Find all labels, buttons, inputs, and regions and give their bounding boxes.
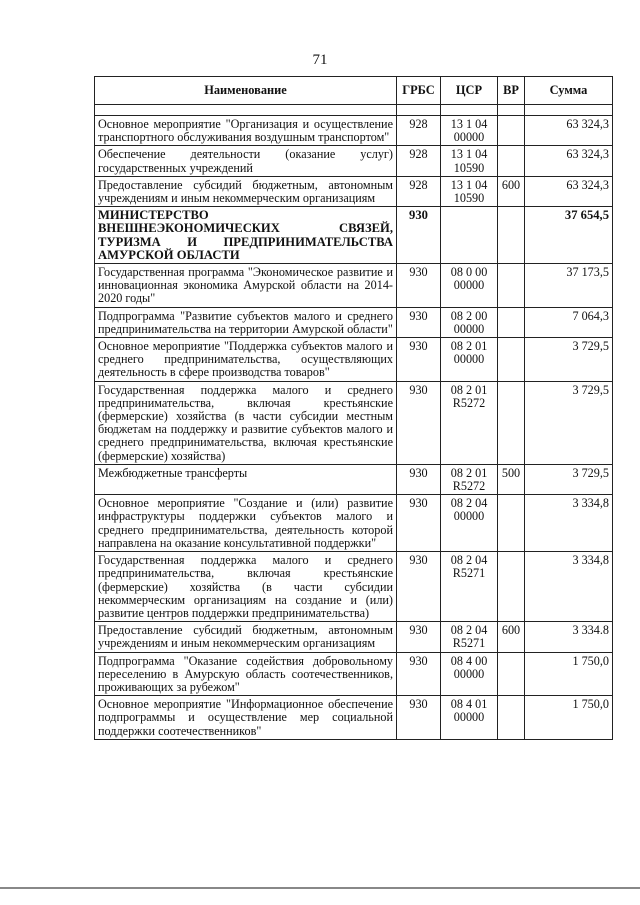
cell-grbs: 930	[397, 381, 441, 464]
spacer-cell	[441, 105, 498, 116]
cell-sum: 3 729,5	[525, 464, 613, 494]
table-row	[95, 307, 613, 337]
cell-name: Основное мероприятие "Поддержка субъектов малого и среднего предпринимательства, осуществляющих деятельность в сфере производства товаров"	[95, 338, 397, 382]
cell-grbs: 930	[397, 264, 441, 308]
cell-grbs: 930	[397, 552, 441, 622]
table-row	[95, 622, 613, 652]
table-row	[95, 176, 613, 206]
cell-vr	[498, 307, 525, 337]
header-csr: ЦСР	[441, 77, 498, 105]
cell-csr: 13 1 04 00000	[441, 116, 498, 146]
bottom-scan-edge	[0, 887, 640, 889]
cell-name: Предоставление субсидий бюджетным, автономным учреждениям и иным некоммерческим организациям	[95, 176, 397, 206]
cell-csr: 08 2 01 R5272	[441, 464, 498, 494]
cell-grbs: 928	[397, 116, 441, 146]
cell-sum: 63 324,3	[525, 176, 613, 206]
cell-sum: 37 654,5	[525, 207, 613, 264]
cell-sum: 63 324,3	[525, 116, 613, 146]
cell-vr	[498, 696, 525, 740]
cell-csr: 13 1 04 10590	[441, 146, 498, 176]
table-row	[95, 696, 613, 740]
table-row	[95, 338, 613, 382]
cell-csr: 08 2 00 00000	[441, 307, 498, 337]
cell-name: Основное мероприятие "Создание и (или) развитие инфраструктуры поддержки субъектов малого и среднего предпринимательства, деятельность которой направлена на оказание консультативной поддержки"	[95, 495, 397, 552]
table-row	[95, 495, 613, 552]
spacer-cell	[397, 105, 441, 116]
cell-csr: 08 2 01 00000	[441, 338, 498, 382]
cell-name: Межбюджетные трансферты	[95, 464, 397, 494]
cell-vr: 600	[498, 622, 525, 652]
cell-csr: 13 1 04 10590	[441, 176, 498, 206]
cell-vr	[498, 207, 525, 264]
cell-name: Подпрограмма "Оказание содействия добровольному переселению в Амурскую область соотечественников, проживающих за рубежом"	[95, 652, 397, 696]
header-row	[95, 77, 613, 105]
cell-vr: 500	[498, 464, 525, 494]
cell-name: Обеспечение деятельности (оказание услуг) государственных учреждений	[95, 146, 397, 176]
cell-name: Основное мероприятие "Организация и осуществление транспортного обслуживания воздушным транспортом"	[95, 116, 397, 146]
cell-csr: 08 0 00 00000	[441, 264, 498, 308]
cell-grbs: 930	[397, 464, 441, 494]
cell-name: Государственная поддержка малого и среднего предпринимательства, включая крестьянские (фермерские) хозяйства (в части субсидии местным бюджетам на поддержку и развитие субъектов малого и среднего предпринимательства, включая крестьянские (фермерские) хозяйства)	[95, 381, 397, 464]
table-row	[95, 116, 613, 146]
cell-sum: 7 064,3	[525, 307, 613, 337]
header-sum: Сумма	[525, 77, 613, 105]
page-number: 71	[312, 52, 328, 68]
table-row	[95, 146, 613, 176]
budget-table	[94, 76, 613, 740]
cell-grbs: 930	[397, 207, 441, 264]
cell-name: Государственная программа "Экономическое развитие и инновационная экономика Амурской области на 2014-2020 годы"	[95, 264, 397, 308]
spacer-cell	[498, 105, 525, 116]
cell-sum: 37 173,5	[525, 264, 613, 308]
cell-vr	[498, 116, 525, 146]
cell-grbs: 930	[397, 696, 441, 740]
cell-vr	[498, 381, 525, 464]
table-row	[95, 264, 613, 308]
cell-name: Предоставление субсидий бюджетным, автономным учреждениям и иным некоммерческим организациям	[95, 622, 397, 652]
table-row	[95, 552, 613, 622]
cell-sum: 3 334,8	[525, 495, 613, 552]
cell-csr	[441, 207, 498, 264]
cell-vr	[498, 338, 525, 382]
cell-vr	[498, 552, 525, 622]
header-vr: ВР	[498, 77, 525, 105]
cell-vr	[498, 495, 525, 552]
cell-vr	[498, 146, 525, 176]
cell-sum: 3 729,5	[525, 381, 613, 464]
table-row	[95, 464, 613, 494]
cell-sum: 3 334.8	[525, 622, 613, 652]
cell-grbs: 928	[397, 146, 441, 176]
cell-sum: 3 334,8	[525, 552, 613, 622]
table-row	[95, 381, 613, 464]
cell-name: МИНИСТЕРСТВО ВНЕШНЕЭКОНОМИЧЕСКИХ СВЯЗЕЙ, ТУРИЗМА И ПРЕДПРИНИМАТЕЛЬСТВА АМУРСКОЙ ОБЛАСТИ	[95, 207, 397, 264]
cell-grbs: 930	[397, 338, 441, 382]
cell-grbs: 930	[397, 307, 441, 337]
header-name: Наименование	[95, 77, 397, 105]
header-grbs: ГРБС	[397, 77, 441, 105]
cell-vr	[498, 652, 525, 696]
cell-name: Подпрограмма "Развитие субъектов малого и среднего предпринимательства на территории Амурской области"	[95, 307, 397, 337]
cell-csr: 08 4 00 00000	[441, 652, 498, 696]
cell-vr: 600	[498, 176, 525, 206]
spacer-cell	[525, 105, 613, 116]
table-row	[95, 652, 613, 696]
cell-sum: 1 750,0	[525, 652, 613, 696]
cell-name: Основное мероприятие "Информационное обеспечение подпрограммы и осуществление мер социальной поддержки соотечественников"	[95, 696, 397, 740]
cell-csr: 08 4 01 00000	[441, 696, 498, 740]
cell-csr: 08 2 04 R5271	[441, 552, 498, 622]
cell-name: Государственная поддержка малого и среднего предпринимательства, включая крестьянские (фермерские) хозяйства (в части субсидии некоммерческим организациям на создание и (или) развитие центров поддержки предпринимательства)	[95, 552, 397, 622]
cell-grbs: 930	[397, 495, 441, 552]
spacer-cell	[95, 105, 397, 116]
cell-sum: 3 729,5	[525, 338, 613, 382]
cell-sum: 63 324,3	[525, 146, 613, 176]
spacer-row	[95, 105, 613, 116]
cell-vr	[498, 264, 525, 308]
table-row	[95, 207, 613, 264]
cell-csr: 08 2 04 R5271	[441, 622, 498, 652]
cell-sum: 1 750,0	[525, 696, 613, 740]
cell-grbs: 930	[397, 652, 441, 696]
cell-grbs: 928	[397, 176, 441, 206]
cell-csr: 08 2 01 R5272	[441, 381, 498, 464]
cell-grbs: 930	[397, 622, 441, 652]
cell-csr: 08 2 04 00000	[441, 495, 498, 552]
table-body	[95, 105, 613, 740]
